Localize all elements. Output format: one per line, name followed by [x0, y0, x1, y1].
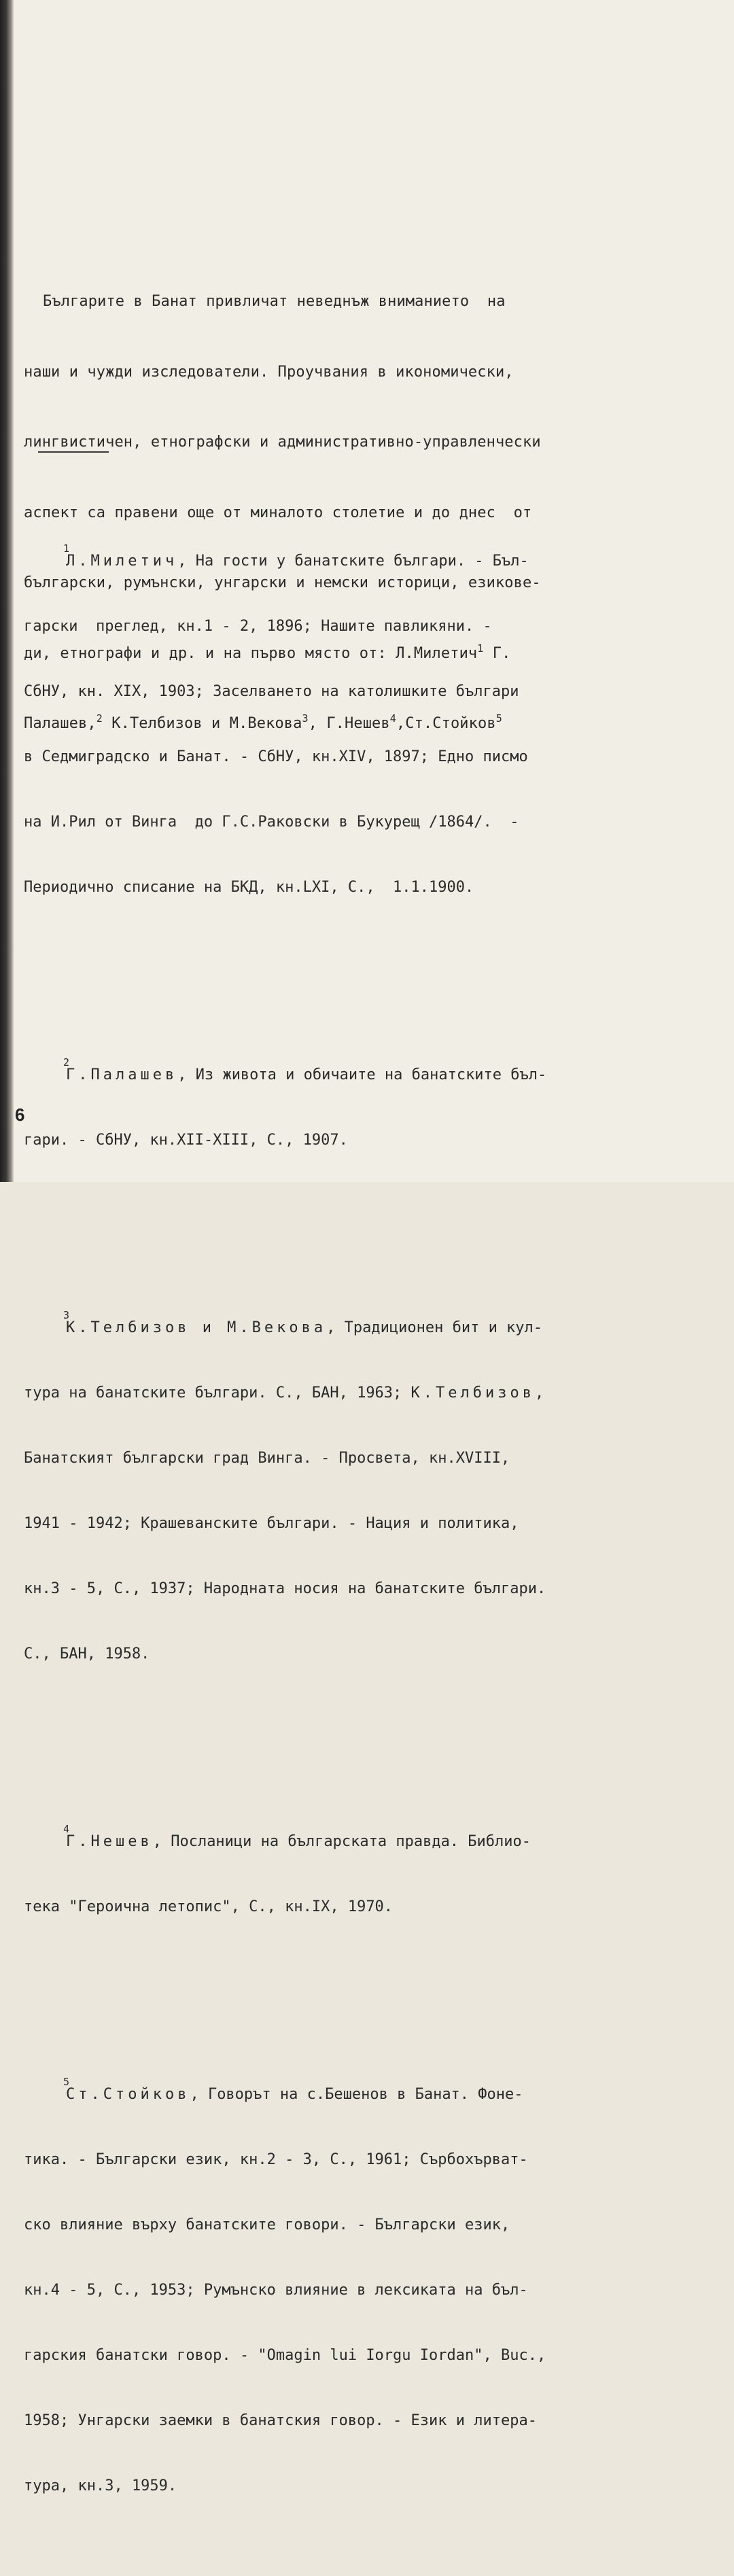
footnote-line: гарски преглед, кн.1 - 2, 1896; Нашите павликяни. -: [24, 618, 492, 635]
footnote-line: [24, 1056, 656, 1086]
text-segment: , На гости у банатските българи. - Бъл-: [177, 553, 529, 570]
text-segment: ,Ст.Стойков: [396, 715, 496, 732]
footnote-separator: [38, 451, 109, 453]
footnote-line: СбНУ, кн. XIX, 1903; Заселването на католишките българи: [24, 683, 519, 700]
footnote-marker: 5: [495, 712, 502, 725]
footnote-number: 3: [63, 1309, 70, 1321]
footnote-author: Ст.Стойков: [66, 2086, 190, 2103]
footnote-marker: 1: [477, 642, 484, 655]
text-line: наши и чужди изследователи. Проучвания в икономически,: [24, 363, 514, 381]
text-segment: Г.: [483, 644, 511, 662]
footnote: [24, 1274, 656, 1709]
footnote-line: Периодично списание на БКД, кн.LXI, С., 1.1.1900.: [24, 879, 474, 896]
footnote-number: 2: [63, 1056, 70, 1068]
text-segment: Палашев,: [24, 715, 97, 732]
footnotes: [24, 464, 656, 2576]
footnote-line: [24, 2076, 656, 2106]
footnote-line: 1941 - 1942; Крашеванските българи. - Нация и политика,: [24, 1515, 519, 1532]
page-number: 6: [15, 1104, 25, 1125]
footnote-line: кн.4 - 5, С., 1953; Румънско влияние в лексиката на бъл-: [24, 2282, 528, 2299]
footnote: [24, 507, 656, 942]
footnote-author: К.Телбизов: [410, 1385, 535, 1402]
footnote-line: 1958; Унгарски заемки в банатския говор. - Език и литера-: [24, 2412, 537, 2429]
footnote-line: [24, 542, 656, 572]
text-segment: , Традиционен бит и кул-: [326, 1319, 543, 1336]
footnote-line: тека "Героична летопис", С., кн.IX, 1970.: [24, 1898, 394, 1915]
footnote-author: К.Телбизов и М.Векова: [66, 1319, 327, 1336]
footnote-number: 4: [63, 1823, 70, 1835]
footnote-line: тика. - Български език, кн.2 - 3, С., 1961; Сърбохърват-: [24, 2151, 528, 2168]
footnote-line: тура, кн.3, 1959.: [24, 2477, 177, 2494]
footnote-line: на И.Рил от Винга до Г.С.Раковски в Букурещ /1864/. -: [24, 814, 519, 831]
footnote-line: [24, 1823, 656, 1853]
footnote-author: Г.Нешев: [66, 1833, 153, 1850]
text-line: български, румънски, унгарски и немски историци, езикове-: [24, 574, 541, 591]
text-segment: ди, етнографи и др. и на първо място от: Л.Милетич: [24, 644, 478, 662]
footnote-line: гари. - СбНУ, кн.XII-XIII, С., 1907.: [24, 1132, 348, 1149]
text-line: лингвистичен, етнографски и административно-управленчески: [24, 434, 541, 451]
footnote-line: [24, 1309, 656, 1339]
footnote-marker: 2: [96, 712, 103, 725]
footnote-line: в Седмиградско и Банат. - СбНУ, кн.XIV, 1897; Едно писмо: [24, 748, 528, 765]
text-segment: К.Телбизов и М.Векова: [102, 715, 302, 732]
footnote-line: гарския банатски говор. - "Omagin lui Iorgu Iordan", Buc.,: [24, 2347, 546, 2364]
text-segment: ,: [535, 1385, 544, 1402]
footnote-author: Г.Палашев: [66, 1066, 178, 1083]
footnote: [24, 1021, 656, 1195]
footnote-line: С., БАН, 1958.: [24, 1646, 150, 1663]
footnote-number: 5: [63, 2076, 70, 2088]
text-segment: , Из живота и обичаите на банатските бъл-: [177, 1066, 547, 1083]
footnote-line: Банатският български град Винга. - Просвета, кн.XVIII,: [24, 1450, 510, 1467]
footnote-marker: 4: [389, 712, 396, 725]
footnote-line: [24, 1382, 656, 1404]
footnote-line: кн.3 - 5, С., 1937; Народната носия на банатските българи.: [24, 1580, 546, 1597]
text-line: аспект са правени още от миналото столетие и до днес от: [24, 504, 532, 521]
footnote-line: ско влияние върху банатските говори. - Български език,: [24, 2216, 510, 2233]
footnote: [24, 2040, 656, 2541]
book-spine-shadow: [0, 0, 14, 1182]
footnote: [24, 1788, 656, 1962]
footnote-author: Л.Милетич: [66, 553, 178, 570]
text-segment: тура на банатските българи. С., БАН, 1963;: [24, 1385, 411, 1402]
footnote-number: 1: [63, 542, 70, 555]
text-segment: , Посланици на българската правда. Библио-: [152, 1833, 531, 1850]
text-line: Българите в Банат привличат неведнъж вниманието на: [43, 293, 506, 310]
footnote-marker: 3: [302, 712, 309, 725]
text-segment: , Говорът на с.Бешенов в Банат. Фоне-: [190, 2086, 523, 2103]
text-segment: , Г.Нешев: [308, 715, 390, 732]
